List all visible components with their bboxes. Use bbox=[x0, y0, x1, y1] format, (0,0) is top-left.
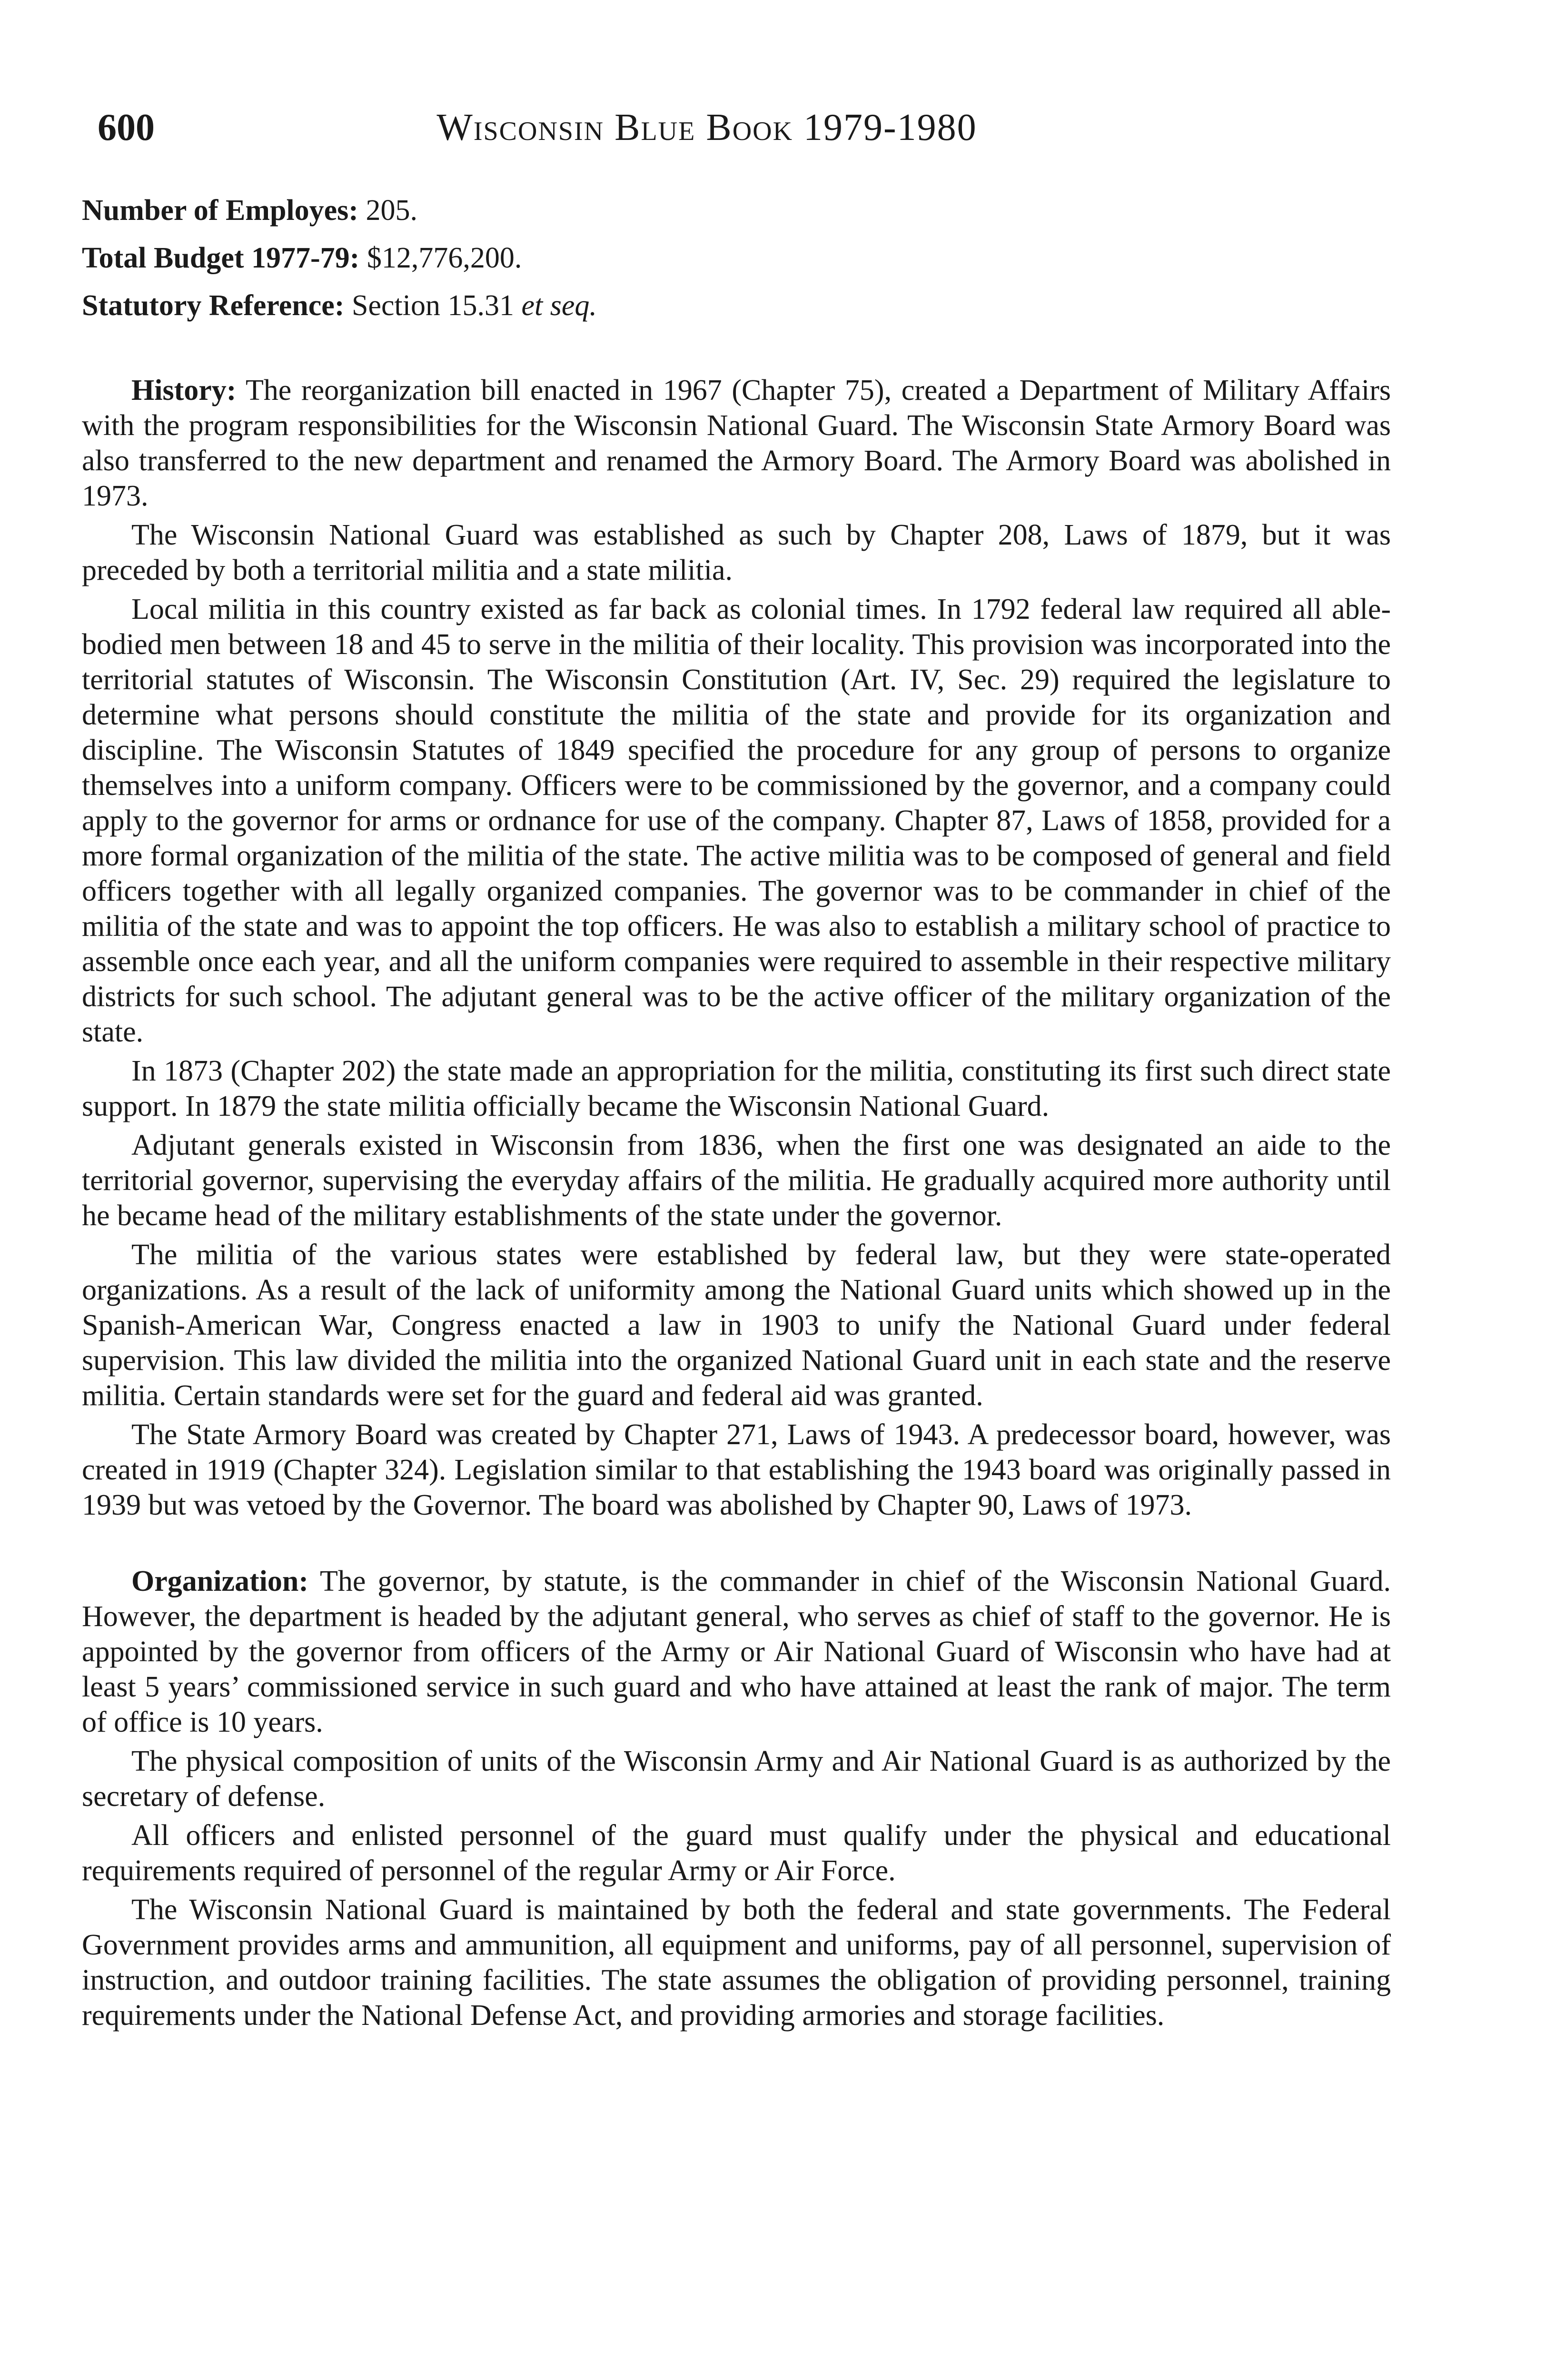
organization-paragraph: The Wisconsin National Guard is maintained by both the federal and state governments. The Federal Government provides arms and ammunition, all equipment and uniforms, pay of all personnel, supervision of instruction, and outdoor training facilities. The state assumes the obligation of providing personnel, training requirements under the National Defense Act, and providing armories and storage facilities. bbox=[82, 1894, 1391, 2032]
budget-label: Total Budget 1977-79: bbox=[82, 242, 360, 274]
history-paragraph-text: The reorganization bill enacted in 1967 (Chapter 75), created a Department of Military Affairs with the program responsibilities for the Wisconsin National Guard. The Wisconsin State Armory Board was also transferred to the new department and renamed the Armory Board. The Armory Board was abolished in 1973. bbox=[82, 374, 1391, 512]
employees-value: 205. bbox=[366, 194, 417, 227]
page-number: 600 bbox=[98, 107, 155, 149]
statutory-value: Section 15.31 bbox=[351, 289, 514, 322]
organization-paragraph-text: The governor, by statute, is the commander in chief of the Wisconsin National Guard. However, the department is headed by the adjutant general, who serves as chief of staff to the governor. He is appointed by the governor from officers of the Army or Air National Guard of Wisconsin who have had at least 5 years’ commissioned service in such guard and who have attained at least the rank of major. The term of office is 10 years. bbox=[82, 1565, 1391, 1738]
history-paragraph: Adjutant generals existed in Wisconsin from 1836, when the first one was designated an aide to the territorial governor, supervising the everyday affairs of the militia. He gradually acquired more authority until he became head of the military establishments of the state under the governor. bbox=[82, 1129, 1391, 1232]
statutory-suffix: et seq. bbox=[521, 289, 597, 322]
history-section bbox=[82, 373, 1391, 1523]
page-header bbox=[98, 104, 1316, 151]
employees-label: Number of Employes: bbox=[82, 194, 358, 227]
history-paragraph: The militia of the various states were established by federal law, but they were state-operated organizations. As a result of the lack of uniformity among the National Guard units which showed up in the Spanish-American War, Congress enacted a law in 1903 to unify the National Guard under federal supervision. This law divided the militia into the organized National Guard unit in each state and the reserve militia. Certain standards were set for the guard and federal aid was granted. bbox=[82, 1239, 1391, 1412]
organization-paragraph: All officers and enlisted personnel of the guard must qualify under the physical and educational requirements required of personnel of the regular Army or Air Force. bbox=[82, 1819, 1391, 1887]
organization-section bbox=[82, 1564, 1391, 2033]
running-title: Wisconsin Blue Book 1979-1980 bbox=[436, 107, 977, 149]
budget-value: $12,776,200. bbox=[367, 242, 522, 274]
page-content bbox=[82, 193, 1391, 2037]
organization-lead: Organization: bbox=[131, 1565, 308, 1597]
statutory-label: Statutory Reference: bbox=[82, 289, 345, 322]
history-paragraph: Local militia in this country existed as far back as colonial times. In 1792 federal law required all able-bodied men between 18 and 45 to serve in the militia of their locality. This provision was incorporated into the territorial statutes of Wisconsin. The Wisconsin Constitution (Art. IV, Sec. 29) required the legislature to determine what persons should constitute the militia of the state and provide for its organization and discipline. The Wisconsin Statutes of 1849 specified the procedure for any group of persons to organize themselves into a uniform company. Officers were to be commissioned by the governor, and a company could apply to the governor for arms or ordnance for use of the company. Chapter 87, Laws of 1858, provided for a more formal organization of the militia of the state. The active militia was to be composed of general and field officers together with all legally organized companies. The governor was to be commander in chief of the militia of the state and was to appoint the top officers. He was also to establish a military school of practice to assemble once each year, and all the uniform companies were required to assemble in their respective military districts for such school. The adjutant general was to be the active officer of the military organization of the state. bbox=[82, 593, 1391, 1048]
statutory-line bbox=[82, 288, 1391, 323]
organization-paragraph: The physical composition of units of the Wisconsin Army and Air National Guard is as authorized by the secretary of defense. bbox=[82, 1745, 1391, 1813]
budget-line bbox=[82, 240, 1391, 276]
history-paragraph: The State Armory Board was created by Chapter 271, Laws of 1943. A predecessor board, however, was created in 1919 (Chapter 324). Legislation similar to that establishing the 1943 board was originally passed in 1939 but was vetoed by the Governor. The board was abolished by Chapter 90, Laws of 1973. bbox=[82, 1418, 1391, 1521]
section-divider-space bbox=[82, 1527, 1391, 1564]
history-paragraph bbox=[82, 373, 1391, 514]
organization-paragraph bbox=[82, 1564, 1391, 1740]
history-paragraph: In 1873 (Chapter 202) the state made an appropriation for the militia, constituting its first such direct state support. In 1879 the state militia officially became the Wisconsin National Guard. bbox=[82, 1055, 1391, 1122]
history-lead: History: bbox=[131, 374, 237, 407]
history-paragraph: The Wisconsin National Guard was established as such by Chapter 208, Laws of 1879, but it was preceded by both a territorial militia and a state militia. bbox=[82, 519, 1391, 586]
employees-line bbox=[82, 193, 1391, 228]
